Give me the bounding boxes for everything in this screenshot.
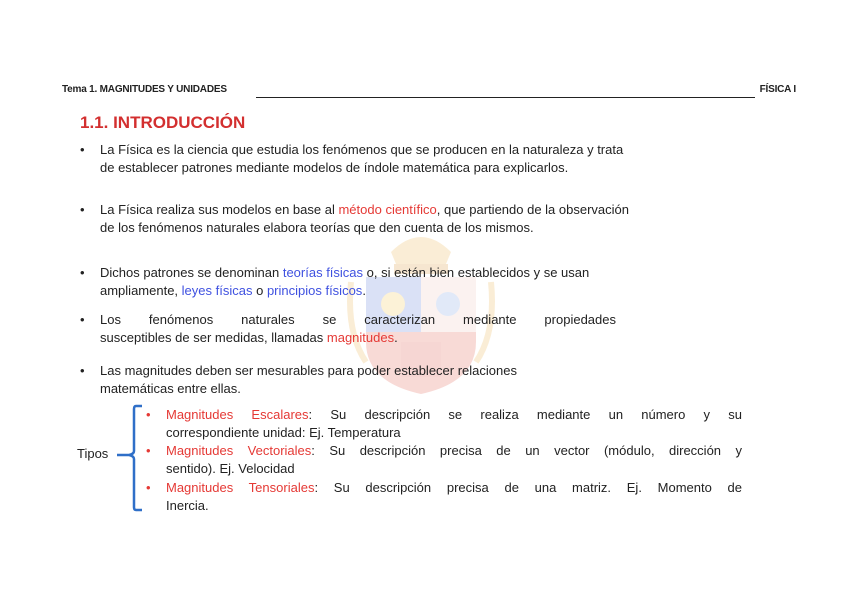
- tipos-label: Tipos: [77, 446, 109, 461]
- term-metodo-cientifico: método científico: [338, 202, 437, 217]
- bullet-text: o: [252, 283, 267, 298]
- bullet-glyph: •: [80, 312, 85, 327]
- tipo-text: : Su descripción precisa de un vector (módulo, dirección y: [311, 443, 742, 458]
- bullet-text: , que partiendo de la observación: [436, 202, 629, 217]
- bullet-line: de los fenómenos naturales elabora teorías que den cuenta de los mismos.: [100, 220, 534, 235]
- bullet-line: Los fenómenos naturales se caracterizan mediante propiedades: [100, 312, 616, 327]
- bullet-text: .: [394, 330, 398, 345]
- tipo-line: sentido). Ej. Velocidad: [166, 461, 295, 476]
- header-topic: Tema 1. MAGNITUDES Y UNIDADES: [62, 84, 227, 95]
- page-header: [62, 84, 796, 100]
- bullet-text: .: [362, 283, 366, 298]
- bullet-line: de establecer patrones mediante modelos de índole matemática para explicarlos.: [100, 160, 569, 175]
- bullet-text: o, si están bien establecidos y se usan: [363, 265, 590, 280]
- header-course: FÍSICA I: [759, 84, 796, 95]
- tipo-line: correspondiente unidad: Ej. Temperatura: [166, 425, 401, 440]
- bullet-line: matemáticas entre ellas.: [100, 381, 241, 396]
- bullet-text: susceptibles de ser medidas, llamadas: [100, 330, 327, 345]
- curly-brace-icon: [114, 404, 150, 514]
- bullet-glyph: •: [80, 142, 85, 157]
- bullet-glyph: •: [80, 202, 85, 217]
- tipo-text: : Su descripción precisa de una matriz. Ej. Momento de: [314, 480, 743, 495]
- term-magnitudes-tensoriales: Magnitudes Tensoriales: [166, 480, 315, 495]
- term-teorias-fisicas: teorías físicas: [282, 265, 364, 280]
- bullet-glyph: •: [146, 407, 151, 422]
- bullet-glyph: •: [80, 265, 85, 280]
- term-principios-fisicos: principios físicos: [266, 283, 363, 298]
- bullet-glyph: •: [146, 443, 151, 458]
- bullet-text: Dichos patrones se denominan: [100, 265, 283, 280]
- term-magnitudes-vectoriales: Magnitudes Vectoriales: [166, 443, 312, 458]
- term-magnitudes: magnitudes: [326, 330, 395, 345]
- term-magnitudes-escalares: Magnitudes Escalares: [166, 407, 309, 422]
- section-title: 1.1. INTRODUCCIÓN: [80, 113, 246, 132]
- bullet-glyph: •: [146, 480, 151, 495]
- tipo-line: Inercia.: [166, 498, 209, 513]
- bullet-text: La Física realiza sus modelos en base al: [100, 202, 339, 217]
- tipo-text: : Su descripción se realiza mediante un número y su: [308, 407, 743, 422]
- bullet-line: Las magnitudes deben ser mesurables para poder establecer relaciones: [100, 363, 517, 378]
- bullet-line: La Física es la ciencia que estudia los fenómenos que se producen en la naturaleza y trata: [100, 142, 624, 157]
- bullet-text: ampliamente,: [100, 283, 182, 298]
- bullet-glyph: •: [80, 363, 85, 378]
- term-leyes-fisicas: leyes físicas: [181, 283, 253, 298]
- header-rule: [256, 97, 755, 98]
